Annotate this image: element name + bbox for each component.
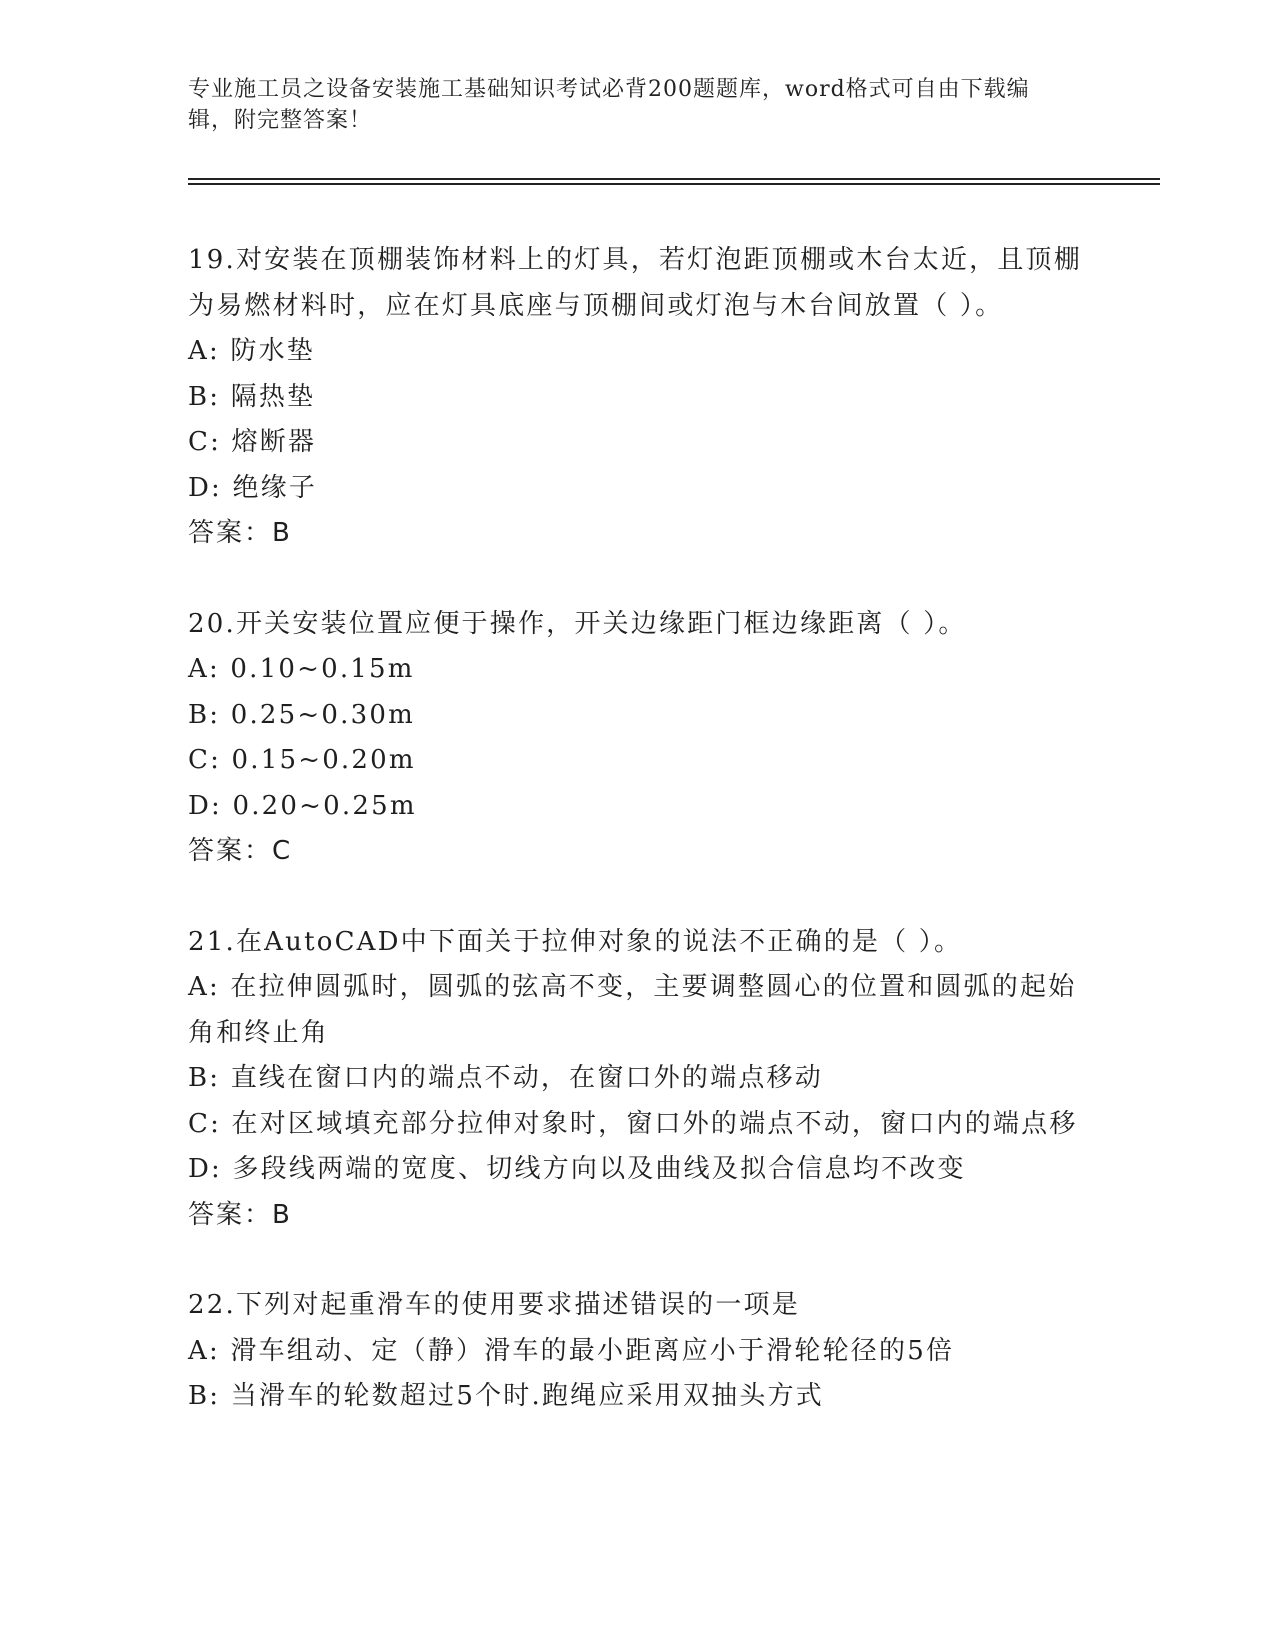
option-c: C: 在对区域填充部分拉伸对象时，窗口外的端点不动，窗口内的端点移 xyxy=(188,1108,1078,1139)
option-a: A: 在拉伸圆弧时，圆弧的弦高不变，主要调整圆心的位置和圆弧的起始角和终止角 xyxy=(188,972,1077,1048)
option-a: A: 0.10~0.15m xyxy=(188,654,415,684)
option-d: D: 多段线两端的宽度、切线方向以及曲线及拟合信息均不改变 xyxy=(188,1154,966,1184)
answer-label: 答案： xyxy=(188,1199,273,1230)
question-21 xyxy=(188,920,1088,1239)
question-text: 22.下列对起重滑车的使用要求描述错误的一项是 xyxy=(188,1290,800,1320)
answer-value: B xyxy=(272,518,291,548)
option-c: C: 熔断器 xyxy=(188,427,317,457)
option-d: D: 绝缘子 xyxy=(188,472,318,503)
option-a: A: 防水垫 xyxy=(188,336,316,366)
answer-value: C xyxy=(272,836,292,866)
question-text: 20.开关安装位置应便于操作，开关边缘距门框边缘距离（ ）。 xyxy=(188,608,967,639)
answer-label: 答案： xyxy=(188,836,273,866)
answer-line xyxy=(188,511,1088,557)
option-b: B: 直线在窗口内的端点不动，在窗口外的端点移动 xyxy=(188,1063,823,1093)
question-list xyxy=(188,238,1088,1465)
question-text: 21.在AutoCAD中下面关于拉伸对象的说法不正确的是（ ）。 xyxy=(188,926,963,957)
header-divider-top xyxy=(188,178,1160,180)
answer-line xyxy=(188,1193,1088,1239)
question-text: 19.对安装在顶棚装饰材料上的灯具，若灯泡距顶棚或木台太近，且顶棚为易燃材料时，应在灯具底座与顶棚间或灯泡与木台间放置（ ）。 xyxy=(188,245,1082,321)
option-a: A: 滑车组动、定（静）滑车的最小距离应小于滑轮轮径的5倍 xyxy=(188,1335,955,1366)
header-divider-bottom xyxy=(188,183,1160,185)
option-b: B: 0.25~0.30m xyxy=(188,699,415,730)
question-22 xyxy=(188,1283,1088,1420)
option-b: B: 当滑车的轮数超过5个时.跑绳应采用双抽头方式 xyxy=(188,1381,824,1411)
answer-line xyxy=(188,829,1088,875)
answer-value: B xyxy=(272,1199,291,1230)
answer-label: 答案： xyxy=(188,518,273,548)
option-b: B: 隔热垫 xyxy=(188,381,316,412)
question-20 xyxy=(188,602,1088,875)
document-header: 专业施工员之设备安装施工基础知识考试必背200题题库，word格式可自由下载编辑，附完整答案！ xyxy=(188,77,1030,133)
option-d: D: 0.20~0.25m xyxy=(188,790,417,821)
option-c: C: 0.15~0.20m xyxy=(188,745,416,775)
question-19 xyxy=(188,238,1088,557)
